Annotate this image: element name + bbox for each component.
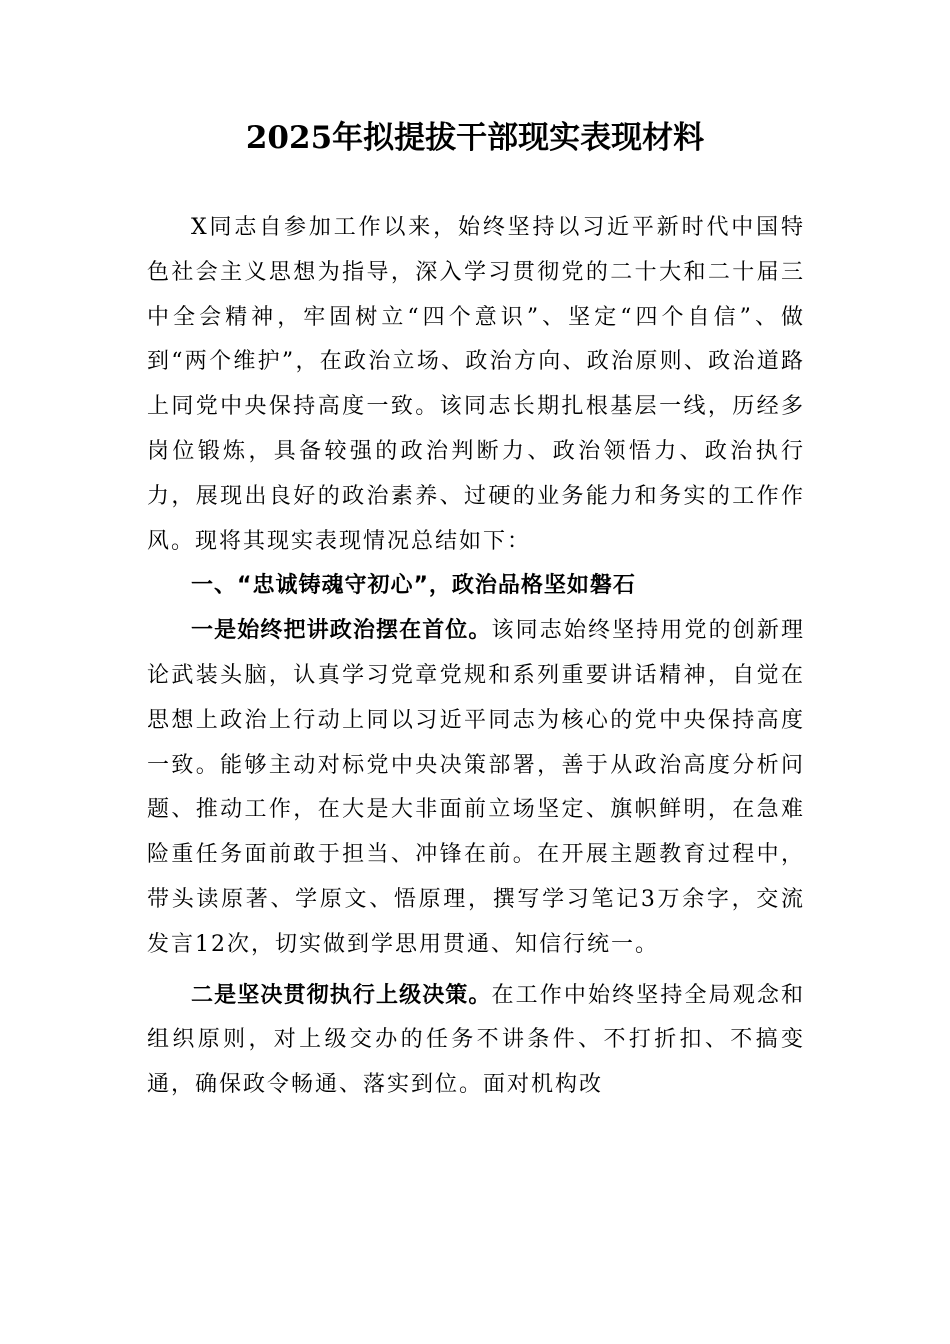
body-paragraph [147,609,805,967]
paragraph-text: 该同志始终坚持用党的创新理论武装头脑，认真学习党章党规和系列重要讲话精神，自觉在思想上政治上行动上同以习近平同志为核心的党中央保持高度一致。能够主动对标党中央决策部署，善于从政治高度分析问题、推动工作，在大是大非面前立场坚定、旗帜鲜明，在急难险重任务面前敢于担当、冲锋在前。在开展主题教育过程中，带头读原著、学原文、悟原理，撰写学习笔记3万余字，交流发言12次，切实做到学思用贯通、知信行统一。 [147,618,805,957]
intro-paragraph: X同志自参加工作以来，始终坚持以习近平新时代中国特色社会主义思想为指导，深入学习贯彻党的二十大和二十届三中全会精神，牢固树立“四个意识”、坚定“四个自信”、做到“两个维护”，在政治立场、政治方向、政治原则、政治道路上同党中央保持高度一致。该同志长期扎根基层一线，历经多岗位锻炼，具备较强的政治判断力、政治领悟力、政治执行力，展现出良好的政治素养、过硬的业务能力和务实的工作作风。现将其现实表现情况总结如下： [147,215,805,554]
paragraph-lead: 二是坚决贯彻执行上级决策。 [191,982,492,1008]
paragraph-lead: 一是始终把讲政治摆在首位。 [191,618,492,644]
document-body [147,206,805,1108]
paragraph-text: 在工作中始终坚持全局观念和组织原则，对上级交办的任务不讲条件、不打折扣、不搞变通，确保政令畅通、落实到位。面对机构改 [147,982,805,1098]
section-heading: 一、“忠诚铸魂守初心”，政治品格坚如磐石 [191,573,636,599]
body-paragraph [147,974,805,1108]
document-title: 2025年拟提拔干部现实表现材料 [245,120,705,156]
